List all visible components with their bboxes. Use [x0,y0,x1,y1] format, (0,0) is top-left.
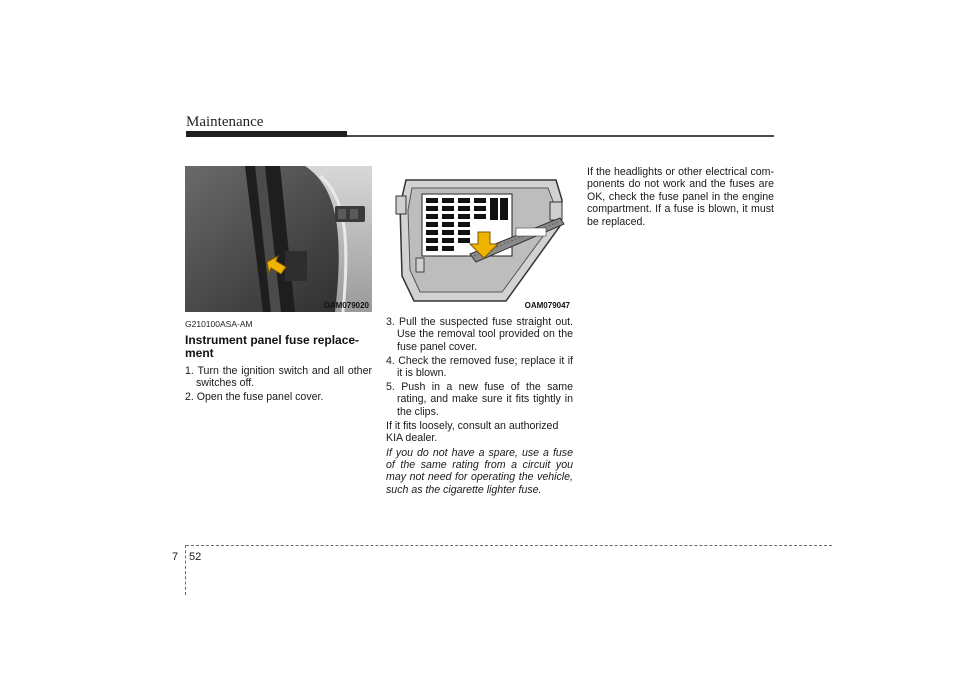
section-code: G210100ASA-AM [185,319,253,329]
section-heading: Instrument panel fuse replace-ment [185,333,360,360]
figure-fuse-panel-cover [386,166,573,312]
section-title: Maintenance [186,114,264,130]
column-right [587,166,774,228]
header-rule-thick [186,131,347,137]
footer-divider [185,545,186,595]
step-item: 2. Open the fuse panel cover. [185,390,324,403]
header-rule-thin [347,135,774,137]
chapter-number: 7 [172,551,179,563]
fuse-panel-cover-illustration [386,166,573,312]
step-item: 5. Push in a new fuse of the same rating, and make sure it fits tightly in the clips. [386,381,573,418]
footer-rule [186,545,832,546]
step-item: 3. Pull the suspected fuse straight out. Use the removal tool provided on the fuse panel cover. [386,316,573,353]
figure-code: OAM079047 [522,299,573,312]
fuse-panel-location-illustration [185,166,372,312]
column-left [185,166,372,405]
step-item: 4. Check the removed fuse; replace it if it is blown. [386,354,573,380]
page-number: 52 [189,551,202,563]
step-list [386,316,573,418]
spare-fuse-note: If you do not have a spare, use a fuse of the same rating from a circuit you may not need for operating the vehicle, such as the cigarette lighter fuse. [386,446,573,496]
step-list [185,365,372,404]
column-middle [386,166,573,496]
dealer-note: If it fits loosely, consult an authorized KIA dealer. [386,419,559,445]
figure-fuse-panel-location [185,166,372,312]
step-item: 1. Turn the ignition switch and all other switches off. [185,364,372,389]
figure-code: OAM079020 [323,300,369,310]
engine-fuse-panel-note: If the headlights or other electrical com-ponents do not work and the fuses are OK, check the fuse panel in the engine compartment. If a fuse is blown, it must be replaced. [587,166,774,228]
